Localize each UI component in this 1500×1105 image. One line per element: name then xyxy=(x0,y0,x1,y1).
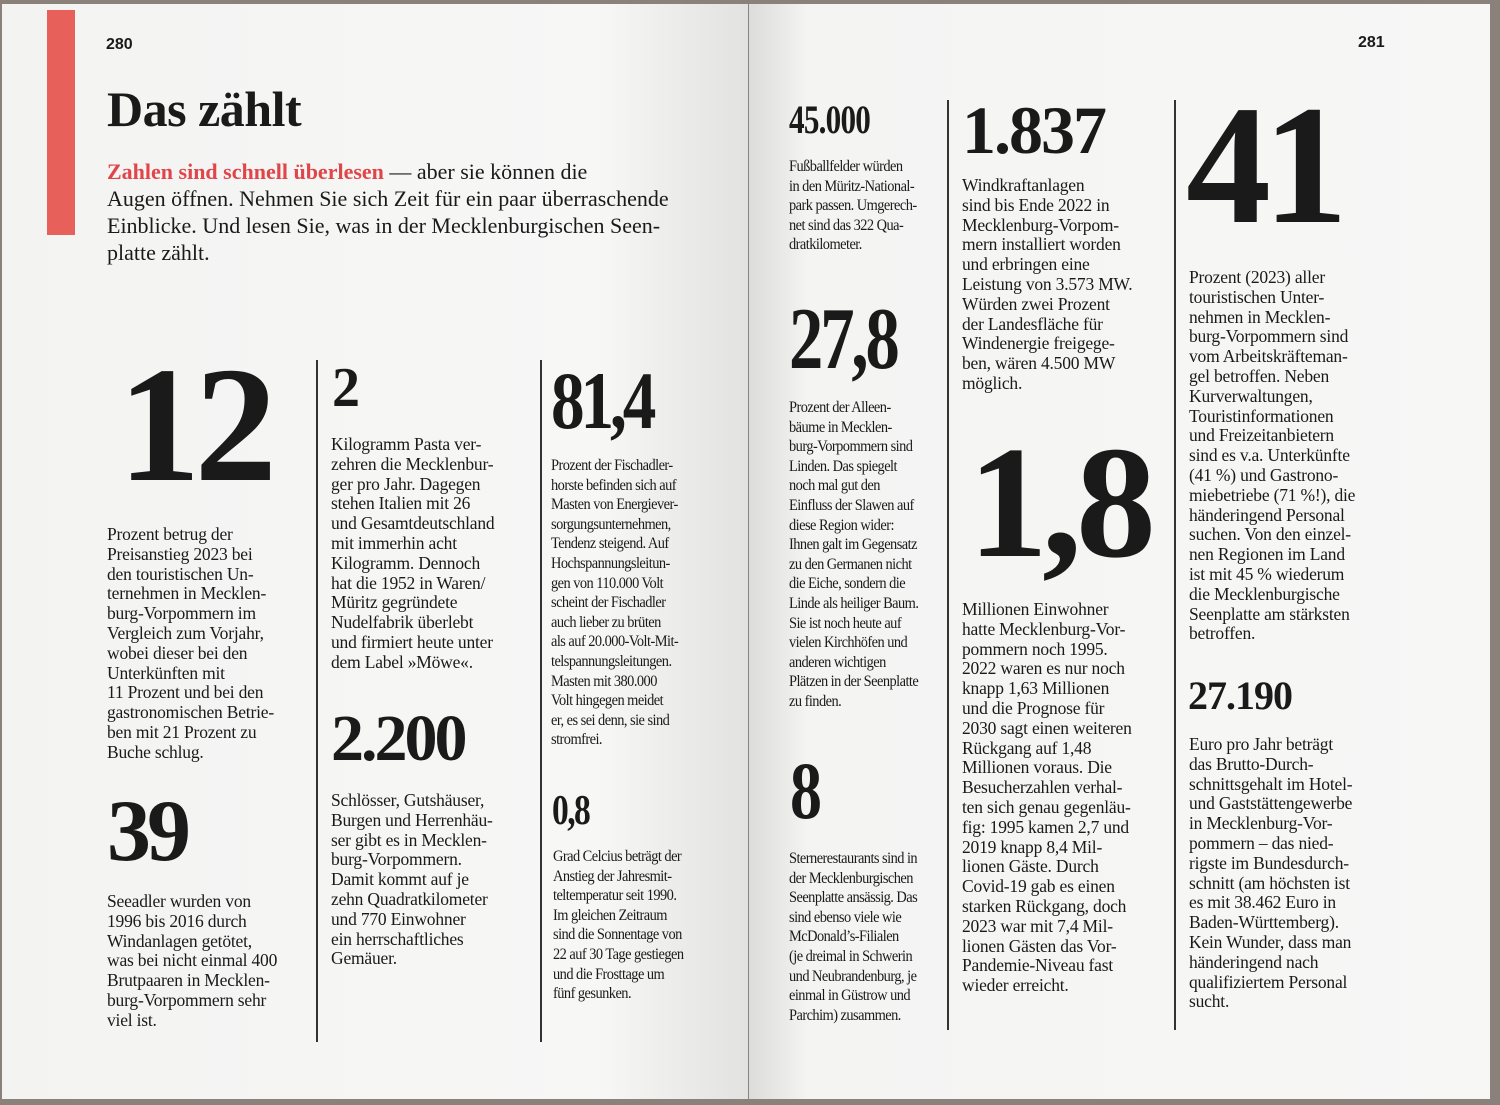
fact-text: Schlösser, Gutshäuser, Burgen und Herrenhäu- ser gibt es in Mecklen- burg-Vorpommern. Damit kommt auf je zehn Quadratkilometer und 770 Einwohner ein herrschaftliches Gemäuer. xyxy=(331,790,493,969)
fact-text: Kilogramm Pasta ver- zehren die Mecklenbur- ger pro Jahr. Dagegen stehen Italien mit 26 und Gesamtdeutschland mit immerhin acht Kilogramm. Dennoch hat die 1952 in Waren/ Müritz gegründete Nudelfabrik überlebt und firmiert heute unter dem Label »Möwe«. xyxy=(331,434,495,672)
column-divider xyxy=(947,100,949,1030)
column-divider xyxy=(540,360,542,1042)
fact-text: Prozent betrug der Preisanstieg 2023 bei den touristischen Un- ternehmen in Mecklen- burg-Vorpommern im Vergleich zum Vorjahr, wobei dieser bei den Unterkünften mit 11 Prozent und bei den gastronomischen Betrie- ben mit 21 Prozent zu Buche schlug. xyxy=(107,524,274,762)
intro-highlight: Zahlen sind schnell überlesen xyxy=(107,159,384,184)
fact-number: 8 xyxy=(790,745,821,836)
fact-number: 41 xyxy=(1186,71,1340,259)
page-number-left: 280 xyxy=(106,36,133,53)
fact-number: 39 xyxy=(107,783,187,880)
fact-text: Millionen Einwohner hatte Mecklenburg-Vor- pommern noch 1995. 2022 waren es nur noch knapp 1,63 Millionen und die Prognose für 2030 sagt einen weiteren Rückgang auf 1,48 Millionen voraus. Die Besucherzahlen verhal- ten sich genau gegenläu- fig: 1995 kamen 2,7 und 2019 knapp 8,4 Mil- lionen Gäste. Durch Covid-19 gab es einen starken Rückgang, doch 2023 war mit 7,4 Mil- lionen Gästen das Vor- Pandemie-Niveau fast wieder erreicht. xyxy=(962,599,1132,996)
fact-number: 27,8 xyxy=(789,291,897,388)
intro-paragraph xyxy=(107,158,669,266)
fact-number: 1.837 xyxy=(962,92,1105,168)
intro-text: — aber sie können die Augen öffnen. Nehmen Sie sich Zeit für ein paar überraschende Einblicke. Und lesen Sie, was in der Mecklenburgischen Seen- platte zählt. xyxy=(107,159,669,265)
fact-number: 81,4 xyxy=(551,355,653,446)
fact-number: 45.000 xyxy=(789,97,871,142)
column-divider xyxy=(316,360,318,1042)
fact-number: 0,8 xyxy=(552,788,590,834)
fact-number: 27.190 xyxy=(1188,673,1292,718)
fact-text: Prozent der Alleen- bäume in Mecklen- burg-Vorpommern sind Linden. Das spiegelt noch mal gut den Einfluss der Slawen auf diese Region wider: Ihnen galt im Gegensatz zu den Germanen nicht die Eiche, sondern die Linde als heiliger Baum. Sie ist noch heute auf vielen Kirchhöfen und anderen wichtigen Plätzen in der Seenplatte zu finden. xyxy=(789,399,919,710)
page-title: Das zählt xyxy=(107,81,302,137)
fact-text: Grad Celcius beträgt der Anstieg der Jahresmit- teltemperatur seit 1990. Im gleichen Zeitraum sind die Sonnentage von 22 auf 30 Tage gestiegen und die Frosttage um fünf gesunken. xyxy=(553,848,684,1003)
fact-text: Sternerestaurants sind in der Mecklenburgischen Seenplatte ansässig. Das sind ebenso viele wie McDonald’s-Filialen (je dreimal in Schwerin und Neubrandenburg, je einmal in Güstrow und Parchim) zusammen. xyxy=(789,850,918,1024)
fact-text: Prozent der Fischadler- horste befinden sich auf Masten von Energiever- sorgungsunternehmen, Tendenz steigend. Auf Hochspannungsleitun- gen von 110.000 Volt scheint der Fischadler auch lieber zu brüten als auf 20.000-Volt-Mit- telspannungsleitungen. Masten mit 380.000 Volt hingegen meidet er, es sei denn, sie sind stromfrei. xyxy=(551,457,679,749)
fact-text: Euro pro Jahr beträgt das Brutto-Durch- schnittsgehalt im Hotel- und Gaststättengewerbe in Mecklenburg-Vor- pommern – das nied- rigste im Bundesdurch- schnitt (am höchsten ist es mit 38.462 Euro in Baden-Württemberg). Kein Wunder, dass man händeringend nach qualifiziertem Personal sucht. xyxy=(1189,734,1353,1012)
page-number-right: 281 xyxy=(1358,34,1385,51)
fact-text: Windkraftanlagen sind bis Ende 2022 in Mecklenburg-Vorpom- mern installiert worden und erbringen eine Leistung von 3.573 MW. Würden zwei Prozent der Landesfläche für Windenergie freigege- ben, wären 4.500 MW möglich. xyxy=(962,175,1133,393)
fact-text: Fußballfelder würden in den Müritz-National- park passen. Umgerech- net sind das 322 Qua- dratkilometer. xyxy=(789,158,917,254)
fact-number: 1,8 xyxy=(968,413,1150,591)
column-divider xyxy=(1174,100,1176,1030)
fact-number: 2.200 xyxy=(331,702,465,775)
fact-text: Seeadler wurden von 1996 bis 2016 durch Windanlagen getötet, was bei nicht einmal 400 Brutpaaren in Mecklen- burg-Vorpommern sehr viel ist. xyxy=(107,891,278,1030)
fact-number: 2 xyxy=(332,357,358,419)
fact-number: 12 xyxy=(118,333,271,516)
red-accent-bar xyxy=(47,10,75,235)
fact-text: Prozent (2023) aller touristischen Unter- nehmen in Mecklen- burg-Vorpommern sind vom Arbeitskräfteman- gel betroffen. Neben Kurverwaltungen, Touristinformationen und Freizeitanbietern sind es v.a. Unterkünfte (41 %) und Gastrono- miebetriebe (71 %!), die händeringend Personal suchen. Von den einzel- nen Regionen im Land ist mit 45 % wiederum die Mecklenburgische Seenplatte am stärksten betroffen. xyxy=(1189,267,1356,644)
